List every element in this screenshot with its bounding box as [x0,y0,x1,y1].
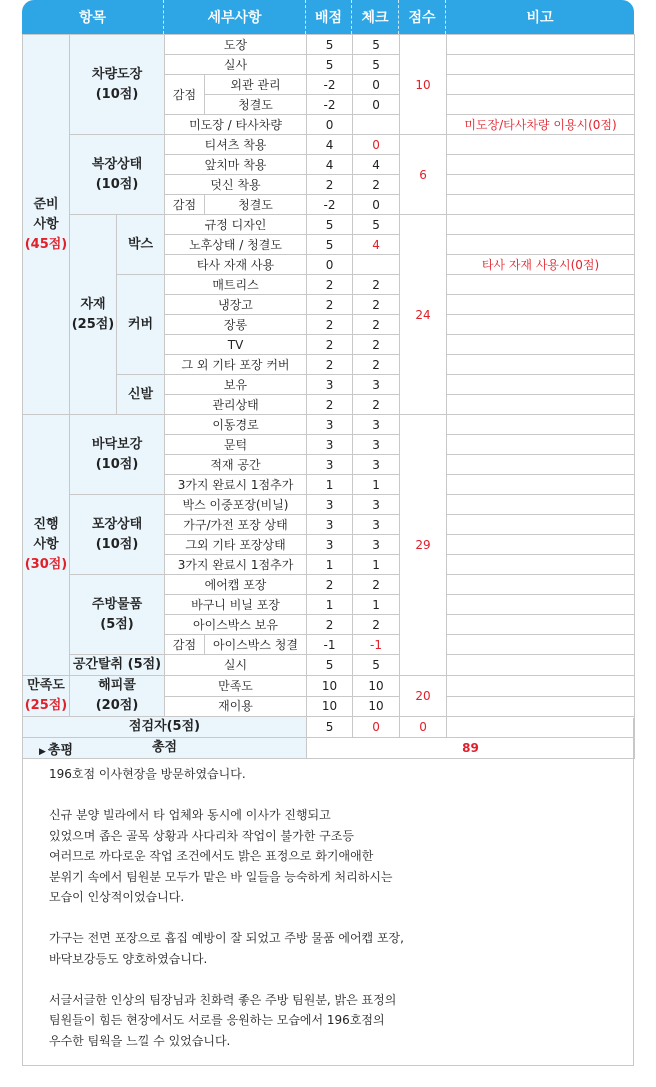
row-check [353,255,400,275]
summary-box [22,718,634,1066]
row-note [447,275,635,295]
row-label: 아이스박스 보유 [165,615,307,635]
row-label: 실시 [165,655,307,676]
section-progress-points: (30점) [24,557,68,572]
row-label: 노후상태 / 청결도 [165,235,307,255]
summary-line: 서글서글한 인상의 팀장님과 친화력 좋은 주방 팀원분, 밝은 표정의 [49,992,397,1007]
row-check: 1 [353,555,400,575]
row-note [447,475,635,495]
section-satisfaction [23,676,70,717]
table-row [23,135,635,155]
score-table [22,34,635,759]
row-points: -2 [307,195,353,215]
section-prep [23,35,70,415]
row-note [447,535,635,555]
row-note [447,55,635,75]
group-outfit: 복장상태 (10점) [70,135,165,215]
row-points: 5 [307,717,353,738]
row-note [447,235,635,255]
row-label: 재이용 [165,696,307,717]
summary-line [49,908,404,929]
row-points: 10 [307,696,353,717]
deduct-label: 감점 [165,195,205,215]
row-label: 적재 공간 [165,455,307,475]
table-row [23,676,635,697]
row-check: 10 [353,696,400,717]
group-floor: 바닥보강 (10점) [70,415,165,495]
row-check: 4 [353,155,400,175]
row-note [447,395,635,415]
row-points: 1 [307,475,353,495]
row-label: 청결도 [205,95,307,115]
row-points: 4 [307,135,353,155]
row-check: 3 [353,535,400,555]
row-check: 2 [353,615,400,635]
row-label: 앞치마 착용 [165,155,307,175]
summary-text [49,764,404,1051]
group-happycall: 해피콜 (20점) [70,676,165,717]
row-note [447,75,635,95]
row-check: 5 [353,655,400,676]
summary-line: 분위기 속에서 팀원분 모두가 맡은 바 일들을 능숙하게 처리하시는 [49,869,393,884]
row-check: 3 [353,435,400,455]
row-check: 1 [353,475,400,495]
row-label: 가구/가전 포장 상태 [165,515,307,535]
row-check: 2 [353,275,400,295]
row-points: 2 [307,175,353,195]
row-points: 10 [307,676,353,697]
row-check: 5 [353,215,400,235]
row-label: 문턱 [165,435,307,455]
row-points: 1 [307,595,353,615]
row-note [447,155,635,175]
row-note [447,455,635,475]
section-prep-name: 준비 사항 [33,196,59,232]
row-note [447,635,635,655]
triangle-icon: ▶ [39,747,46,757]
row-note [447,575,635,595]
row-check: 0 [353,95,400,115]
summary-line [49,785,404,806]
header-note: 비고 [526,10,554,26]
row-note [447,195,635,215]
summary-line [49,969,404,990]
sub-cover: 커버 [117,275,165,375]
summary-line: 모습이 인상적이었습니다. [49,890,185,904]
row-check: 3 [353,515,400,535]
row-check: 4 [353,235,400,255]
row-check: 3 [353,495,400,515]
row-note [447,375,635,395]
row-note [447,355,635,375]
section-prep-points: (45점) [24,236,68,252]
row-points: -2 [307,95,353,115]
row-check: 5 [353,35,400,55]
header-detail: 세부사항 [164,0,306,34]
table-row [23,35,635,55]
row-check: 0 [353,135,400,155]
group-vehicle: 차량도장 (10점) [70,35,165,135]
table-row [23,215,635,235]
row-points: 5 [307,235,353,255]
summary-line: 팀원들이 힘든 현장에서도 서로를 응원하는 모습에서 196호점의 [49,1013,385,1027]
row-label: 관리상태 [165,395,307,415]
row-note [447,335,635,355]
summary-line: 바닥보강등도 양호하였습니다. [49,951,208,966]
row-check: 1 [353,595,400,615]
header-check: 체크 [352,0,399,34]
row-label: 박스 이중포장(비닐) [165,495,307,515]
row-points: 3 [307,415,353,435]
group-material: 자재 (25점) [70,215,117,415]
section-progress-name: 진행 사항 [33,517,59,552]
sub-box: 박스 [117,215,165,275]
row-label: 냉장고 [165,295,307,315]
row-check: 3 [353,375,400,395]
row-note [447,555,635,575]
summary-line: 여러므로 까다로운 작업 조건에서도 밝은 표정으로 화기애애한 [49,849,374,863]
row-check: 0 [353,75,400,95]
row-check: 5 [353,55,400,75]
row-label: 티셔츠 착용 [165,135,307,155]
row-note [447,696,635,717]
row-label: 만족도 [165,676,307,697]
row-points: 5 [307,55,353,75]
row-label: 장롱 [165,315,307,335]
row-note: 미도장/타사차량 이용시(0점) [447,115,635,135]
row-note [447,615,635,635]
group-kitchen: 주방물품 (5점) [70,575,165,655]
row-check: 3 [353,455,400,475]
row-check: 2 [353,395,400,415]
section-satisfaction-name: 만족도 [27,678,65,693]
row-check: 2 [353,295,400,315]
row-note [447,595,635,615]
table-row [23,495,635,515]
row-note [447,315,635,335]
row-points: 5 [307,35,353,55]
row-points: -2 [307,75,353,95]
row-points: 0 [307,115,353,135]
row-points: 2 [307,335,353,355]
row-points: 2 [307,295,353,315]
summary-line: 우수한 팀웍을 느낄 수 있었습니다. [49,1033,231,1048]
row-points: 1 [307,555,353,575]
table-header [22,0,634,34]
row-label: TV [165,335,307,355]
row-points: 2 [307,575,353,595]
row-label: 실사 [165,55,307,75]
row-label: 타사 자재 사용 [165,255,307,275]
row-note [447,215,635,235]
table-row [23,575,635,595]
row-points: -1 [307,635,353,655]
row-points: 3 [307,375,353,395]
row-label: 그외 기타 포장상태 [165,535,307,555]
row-label: 보유 [165,375,307,395]
row-label: 3가지 완료시 1점추가 [165,475,307,495]
row-points: 4 [307,155,353,175]
row-check: 2 [353,175,400,195]
row-note [447,135,635,155]
group-score: 29 [400,415,447,676]
row-note [447,515,635,535]
row-label: 그 외 기타 포장 커버 [165,355,307,375]
row-label: 이동경로 [165,415,307,435]
row-label: 3가지 완료시 1점추가 [165,555,307,575]
row-note [447,655,635,676]
row-points: 2 [307,355,353,375]
row-check: 3 [353,415,400,435]
row-note [447,35,635,55]
row-points: 3 [307,495,353,515]
row-check: 2 [353,315,400,335]
row-note: 타사 자재 사용시(0점) [447,255,635,275]
row-check [353,115,400,135]
summary-line: 196호점 이사현장을 방문하였습니다. [49,767,246,781]
summary-heading [39,739,73,758]
row-label: 청결도 [205,195,307,215]
row-points: 3 [307,435,353,455]
row-label: 매트리스 [165,275,307,295]
group-score: 24 [400,215,447,415]
deduct-label: 감점 [165,75,205,115]
header-item: 항목 [22,0,164,34]
row-label: 미도장 / 타사차량 [165,115,307,135]
row-check: 0 [353,195,400,215]
row-points: 2 [307,395,353,415]
header-points: 배점 [306,0,352,34]
deduct-label: 감점 [165,635,205,655]
group-score: 10 [400,35,447,135]
row-note [447,435,635,455]
row-note [447,415,635,435]
row-label: 규정 디자인 [165,215,307,235]
total-label: 총점 [23,738,307,759]
row-label: 외관 관리 [205,75,307,95]
row-label: 에어캡 포장 [165,575,307,595]
group-score: 20 [400,676,447,717]
row-note [447,175,635,195]
row-points: 3 [307,535,353,555]
group-score: 0 [400,717,447,738]
row-note [447,676,635,697]
table-row [23,415,635,435]
table-row [23,655,635,676]
row-check: -1 [353,635,400,655]
group-packing: 포장상태 (10점) [70,495,165,575]
row-note [447,495,635,515]
total-value: 89 [307,738,635,759]
group-space: 공간탈취 (5점) [70,655,165,676]
group-score: 6 [400,135,447,215]
row-points: 5 [307,215,353,235]
summary-line: 있었으며 좁은 골목 상황과 사다리차 작업이 불가한 구조등 [49,828,354,843]
row-label: 도장 [165,35,307,55]
row-check: 10 [353,676,400,697]
row-points: 3 [307,455,353,475]
sub-shoe: 신발 [117,375,165,415]
row-note [447,295,635,315]
section-satisfaction-points: (25점) [24,698,68,713]
row-check: 2 [353,575,400,595]
evaluation-sheet [22,0,634,759]
header-score: 점수 [399,0,446,34]
row-label: 덧신 착용 [165,175,307,195]
row-points: 0 [307,255,353,275]
row-label: 바구니 비닐 포장 [165,595,307,615]
row-check: 2 [353,355,400,375]
section-progress [23,415,70,676]
row-check: 2 [353,335,400,355]
summary-line: 신규 분양 빌라에서 타 업체와 동시에 이사가 진행되고 [49,808,331,822]
summary-title: 총평 [47,743,74,758]
row-points: 2 [307,315,353,335]
inspector-label: 점검자(5점) [23,717,307,738]
summary-line: 가구는 전면 포장으로 흡집 예방이 잘 되었고 주방 물품 에어캡 포장, [49,931,404,945]
row-points: 3 [307,515,353,535]
row-points: 2 [307,615,353,635]
row-check: 0 [353,717,400,738]
row-points: 2 [307,275,353,295]
row-label: 아이스박스 청결 [205,635,307,655]
row-note [447,95,635,115]
row-points: 5 [307,655,353,676]
